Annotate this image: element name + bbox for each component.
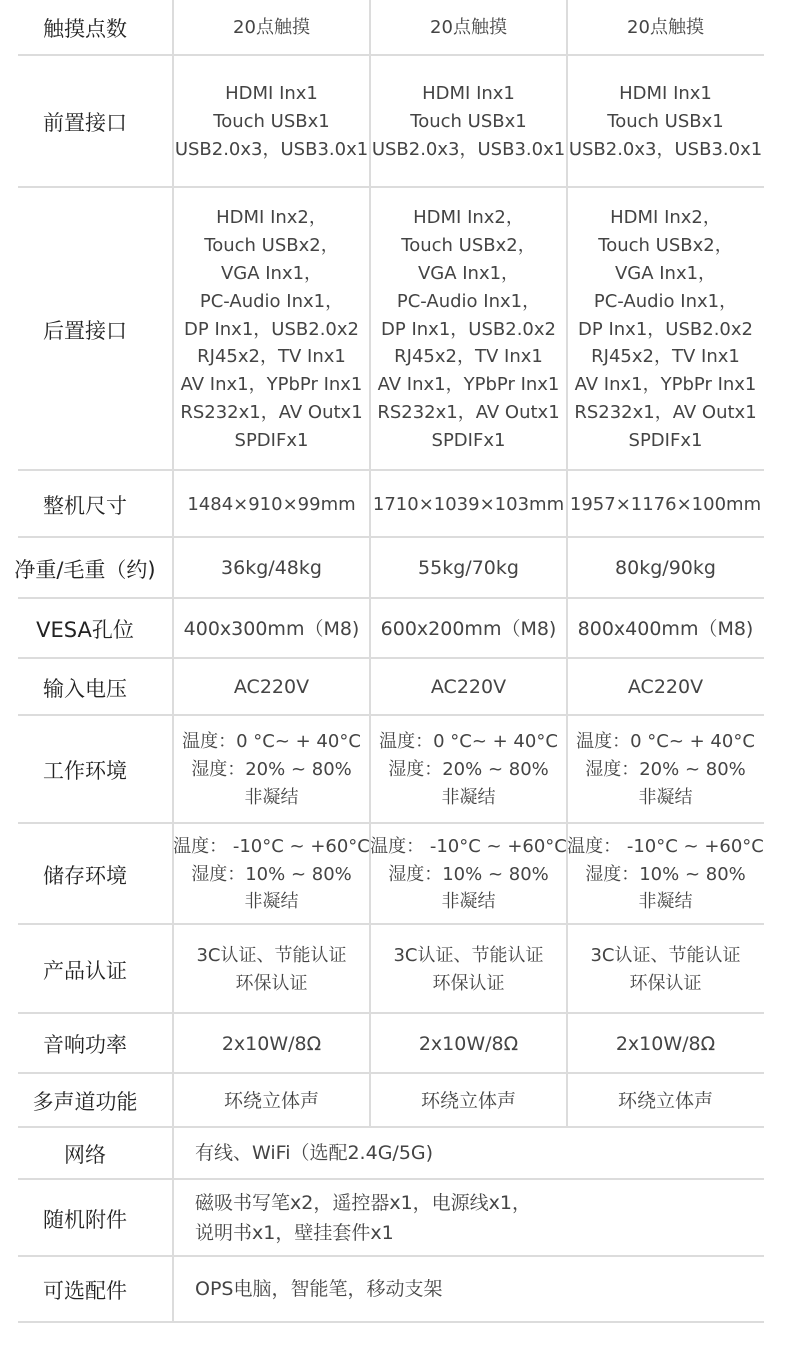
spec-value: Touch USBx2， [598, 234, 733, 256]
spec-value: RJ45x2，TV Inx1 [591, 346, 740, 368]
spec-value: 有线、WiFi（选配2.4G/5G) [195, 1142, 434, 1165]
spec-cell [370, 925, 567, 1014]
spec-value: OPS电脑，智能笔，移动支架 [195, 1278, 443, 1301]
spec-cell [370, 599, 567, 659]
spec-value: 80kg/90kg [615, 557, 716, 580]
spec-cell [370, 659, 567, 716]
spec-cell [370, 1014, 567, 1074]
spec-value: 环保认证 [432, 972, 505, 994]
spec-value: 环绕立体声 [617, 1089, 713, 1112]
spec-value: 湿度：20% ~ 80% [585, 759, 746, 781]
spec-value: SPDIFx1 [431, 430, 506, 452]
spec-value: 非凝结 [638, 891, 693, 913]
spec-value: 湿度：20% ~ 80% [191, 759, 352, 781]
spec-value: 温度： -10°C ~ +60°C [370, 835, 567, 857]
spec-value: DP Inx1，USB2.0x2 [381, 318, 556, 340]
spec-cell [567, 1074, 764, 1128]
spec-value: 600x200mm（M8) [380, 617, 557, 640]
spec-cell [370, 716, 567, 824]
spec-cell [173, 599, 370, 659]
spec-value: 环保认证 [235, 972, 308, 994]
spec-cell [567, 925, 764, 1014]
spec-value: 2x10W/8Ω [221, 1032, 322, 1055]
spec-cell [173, 188, 370, 471]
spec-value: 非凝结 [441, 891, 496, 913]
spec-cell-wide [173, 1257, 764, 1323]
spec-value: RS232x1，AV Outx1 [574, 402, 757, 424]
spec-value: 磁吸书写笔x2，遥控器x1，电源线x1， [195, 1192, 531, 1215]
spec-value: 3C认证、节能认证 [393, 944, 544, 966]
spec-value: Touch USBx2， [401, 234, 536, 256]
spec-value: 20点触摸 [233, 17, 310, 39]
spec-row [0, 188, 790, 471]
spec-label: 前置接口 [43, 111, 127, 135]
spec-value: 温度：0 °C~ + 40°C [379, 731, 558, 753]
spec-value: 36kg/48kg [221, 557, 322, 580]
spec-value: 说明书x1，壁挂套件x1 [195, 1221, 394, 1244]
spec-value: 温度： -10°C ~ +60°C [173, 835, 370, 857]
spec-value: 800x400mm（M8) [577, 617, 754, 640]
spec-label: 网络 [64, 1143, 106, 1167]
spec-value: 湿度：10% ~ 80% [191, 863, 352, 885]
spec-row [0, 56, 790, 188]
spec-row [0, 925, 790, 1014]
spec-value: 2x10W/8Ω [615, 1032, 716, 1055]
spec-cell [173, 716, 370, 824]
spec-cell [567, 56, 764, 188]
spec-label: 触摸点数 [43, 17, 127, 41]
spec-label: 可选配件 [43, 1279, 127, 1303]
spec-value: HDMI Inx1 [619, 83, 712, 105]
spec-value: AV Inx1，YPbPr Inx1 [377, 374, 560, 396]
spec-value: AC220V [233, 676, 310, 699]
spec-value: RS232x1，AV Outx1 [377, 402, 560, 424]
spec-value: HDMI Inx1 [225, 83, 318, 105]
spec-value: AV Inx1，YPbPr Inx1 [180, 374, 363, 396]
spec-value: 温度： -10°C ~ +60°C [567, 835, 764, 857]
spec-row [0, 824, 790, 925]
spec-value: 1710×1039×103mm [372, 493, 565, 515]
spec-value: SPDIFx1 [234, 430, 309, 452]
spec-value: 3C认证、节能认证 [590, 944, 741, 966]
spec-value: Touch USBx1 [607, 111, 724, 133]
spec-value: AC220V [627, 676, 704, 699]
spec-cell [567, 538, 764, 599]
spec-value: SPDIFx1 [628, 430, 703, 452]
spec-cell [567, 188, 764, 471]
spec-cell [173, 925, 370, 1014]
spec-label: 工作环境 [43, 759, 127, 783]
spec-value: RS232x1，AV Outx1 [180, 402, 363, 424]
spec-value: 20点触摸 [430, 17, 507, 39]
spec-cell [370, 188, 567, 471]
spec-label: 净重/毛重（约) [14, 557, 156, 582]
spec-value: Touch USBx2， [204, 234, 339, 256]
spec-value: HDMI Inx2， [413, 206, 524, 228]
spec-value: 400x300mm（M8) [183, 617, 360, 640]
spec-value: USB2.0x3，USB3.0x1 [568, 138, 763, 160]
spec-cell [370, 56, 567, 188]
spec-row [0, 1180, 790, 1257]
spec-row [0, 0, 790, 56]
spec-row [0, 716, 790, 824]
spec-value: Touch USBx1 [410, 111, 527, 133]
spec-value: 湿度：10% ~ 80% [388, 863, 549, 885]
spec-label: 随机附件 [43, 1207, 127, 1232]
spec-value: USB2.0x3，USB3.0x1 [174, 138, 369, 160]
spec-cell [370, 1074, 567, 1128]
spec-row [0, 1074, 790, 1128]
spec-row [0, 659, 790, 716]
spec-value: 3C认证、节能认证 [196, 944, 347, 966]
spec-value: DP Inx1，USB2.0x2 [578, 318, 753, 340]
spec-cell [370, 0, 567, 56]
spec-cell [370, 824, 567, 925]
spec-row [0, 1128, 790, 1180]
spec-cell-wide [173, 1180, 764, 1257]
spec-value: HDMI Inx2， [610, 206, 721, 228]
spec-value: AV Inx1，YPbPr Inx1 [574, 374, 757, 396]
spec-cell [173, 0, 370, 56]
spec-label: 储存环境 [43, 863, 127, 888]
spec-value: 湿度：10% ~ 80% [585, 863, 746, 885]
spec-value: 温度：0 °C~ + 40°C [182, 731, 361, 753]
spec-label: 音响功率 [43, 1033, 127, 1057]
spec-value: DP Inx1，USB2.0x2 [184, 318, 359, 340]
spec-row [0, 538, 790, 599]
spec-value: 1957×1176×100mm [569, 493, 762, 515]
spec-cell [567, 599, 764, 659]
spec-cell [173, 1014, 370, 1074]
spec-value: 环绕立体声 [223, 1089, 319, 1112]
spec-value: AC220V [430, 676, 507, 699]
spec-cell [567, 659, 764, 716]
spec-value: HDMI Inx1 [422, 83, 515, 105]
spec-cell [567, 716, 764, 824]
spec-value: RJ45x2，TV Inx1 [394, 346, 543, 368]
spec-value: 非凝结 [244, 786, 299, 808]
spec-label: 产品认证 [43, 958, 127, 983]
spec-value: 非凝结 [441, 786, 496, 808]
spec-value: 2x10W/8Ω [418, 1032, 519, 1055]
spec-value: VGA Inx1， [614, 262, 717, 284]
spec-row [0, 1014, 790, 1074]
spec-value: 温度：0 °C~ + 40°C [576, 731, 755, 753]
spec-value: 非凝结 [638, 786, 693, 808]
spec-value: VGA Inx1， [417, 262, 520, 284]
spec-label: 多声道功能 [32, 1090, 138, 1114]
spec-value: 55kg/70kg [418, 557, 519, 580]
spec-value: RJ45x2，TV Inx1 [197, 346, 346, 368]
spec-label: 整机尺寸 [43, 493, 127, 518]
spec-cell [567, 471, 764, 538]
spec-cell [370, 471, 567, 538]
spec-cell [173, 538, 370, 599]
spec-value: PC-Audio Inx1， [396, 290, 541, 312]
spec-row [0, 1257, 790, 1323]
spec-cell [173, 471, 370, 538]
spec-value: HDMI Inx2， [216, 206, 327, 228]
spec-cell [370, 538, 567, 599]
spec-cell [567, 824, 764, 925]
spec-value: PC-Audio Inx1， [593, 290, 738, 312]
spec-cell [173, 1074, 370, 1128]
spec-cell-wide [173, 1128, 764, 1180]
spec-value: 1484×910×99mm [187, 493, 356, 515]
spec-cell [173, 824, 370, 925]
spec-value: Touch USBx1 [213, 111, 330, 133]
spec-cell [567, 1014, 764, 1074]
spec-value: PC-Audio Inx1， [199, 290, 344, 312]
spec-label: 输入电压 [43, 676, 127, 701]
spec-value: 20点触摸 [627, 17, 704, 39]
spec-row [0, 471, 790, 538]
spec-row [0, 599, 790, 659]
spec-cell [567, 0, 764, 56]
spec-label: 后置接口 [43, 318, 127, 343]
spec-value: VGA Inx1， [220, 262, 323, 284]
spec-cell [173, 659, 370, 716]
spec-cell [173, 56, 370, 188]
spec-label: VESA孔位 [36, 618, 134, 642]
spec-value: USB2.0x3，USB3.0x1 [371, 138, 566, 160]
spec-value: 环保认证 [629, 972, 702, 994]
spec-value: 湿度：20% ~ 80% [388, 759, 549, 781]
spec-value: 非凝结 [244, 891, 299, 913]
spec-value: 环绕立体声 [420, 1089, 516, 1112]
